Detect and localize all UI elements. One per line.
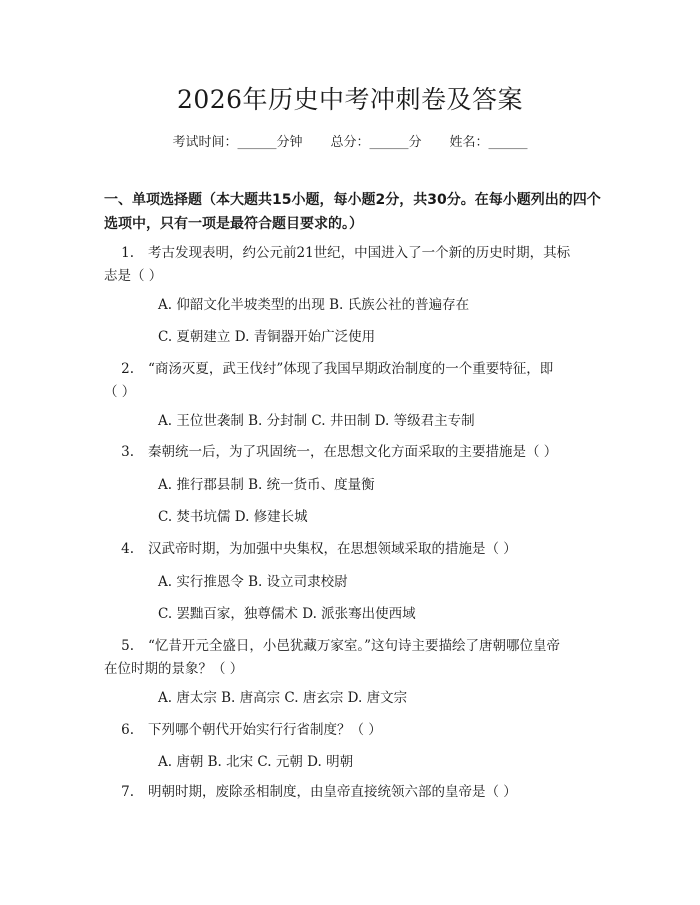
section-heading: 一、单项选择题（本大题共15小题，每小题2分，共30分。在每小题列出的四个选项中，只有一项是最符合题目要求的。） — [104, 192, 601, 232]
exam-meta — [0, 131, 700, 150]
question-5 — [104, 635, 604, 681]
question-number: 3. — [121, 444, 134, 460]
question-3 — [104, 441, 604, 464]
question-text-line1: 明朝时期，废除丞相制度，由皇帝直接统领六部的皇帝是（ ） — [148, 784, 517, 800]
question-1-options-row1: A. 仰韶文化半坡类型的出现 B. 氏族公社的普遍存在 — [158, 297, 470, 313]
question-2-options-row1: A. 王位世袭制 B. 分封制 C. 井田制 D. 等级君主专制 — [158, 413, 475, 429]
question-text-line2: 志是（ ） — [104, 268, 163, 284]
page-title: 2026年历史中考冲刺卷及答案 — [176, 85, 524, 114]
question-text-line1: 下列哪个朝代开始实行行省制度？（ ） — [148, 722, 382, 738]
question-text-line1: 汉武帝时期，为加强中央集权，在思想领域采取的措施是（ ） — [148, 541, 517, 557]
question-6-options-row1: A. 唐朝 B. 北宋 C. 元朝 D. 明朝 — [158, 754, 354, 770]
question-number: 2. — [121, 361, 134, 377]
question-3-options-row2: C. 焚书坑儒 D. 修建长城 — [158, 509, 308, 525]
total-score-field: 总分：______分 — [330, 135, 422, 150]
question-text-line2: （ ） — [104, 384, 136, 400]
question-text-line1: “忆昔开元全盛日，小邑犹藏万家室。”这句诗主要描绘了唐朝哪位皇帝 — [148, 638, 561, 654]
question-7 — [104, 781, 604, 804]
question-number: 5. — [121, 638, 134, 654]
question-3-options-row1: A. 推行郡县制 B. 统一货币、度量衡 — [158, 477, 375, 493]
question-1-options-row2: C. 夏朝建立 D. 青铜器开始广泛使用 — [158, 329, 376, 345]
question-number: 4. — [121, 541, 134, 557]
question-text-line2: 在位时期的景象？（ ） — [104, 661, 244, 677]
question-4 — [104, 538, 604, 561]
question-6 — [104, 719, 604, 742]
question-text-line1: “商汤灭夏，武王伐纣”体现了我国早期政治制度的一个重要特征，即 — [148, 361, 554, 377]
exam-time-field: 考试时间：______分钟 — [172, 135, 303, 150]
student-name-field: 姓名：______ — [449, 135, 528, 150]
question-5-options-row1: A. 唐太宗 B. 唐高宗 C. 唐玄宗 D. 唐文宗 — [158, 690, 408, 706]
question-number: 1. — [121, 245, 134, 261]
question-number: 7. — [121, 784, 134, 800]
question-number: 6. — [121, 722, 134, 738]
question-2 — [104, 358, 604, 404]
question-text-line1: 考古发现表明，约公元前21世纪，中国进入了一个新的历史时期，其标 — [148, 245, 571, 261]
question-text-line1: 秦朝统一后，为了巩固统一，在思想文化方面采取的主要措施是（ ） — [148, 444, 558, 460]
question-1 — [104, 242, 604, 288]
question-4-options-row1: A. 实行推恩令 B. 设立司隶校尉 — [158, 574, 348, 590]
question-4-options-row2: C. 罢黜百家，独尊儒术 D. 派张骞出使西域 — [158, 606, 416, 622]
